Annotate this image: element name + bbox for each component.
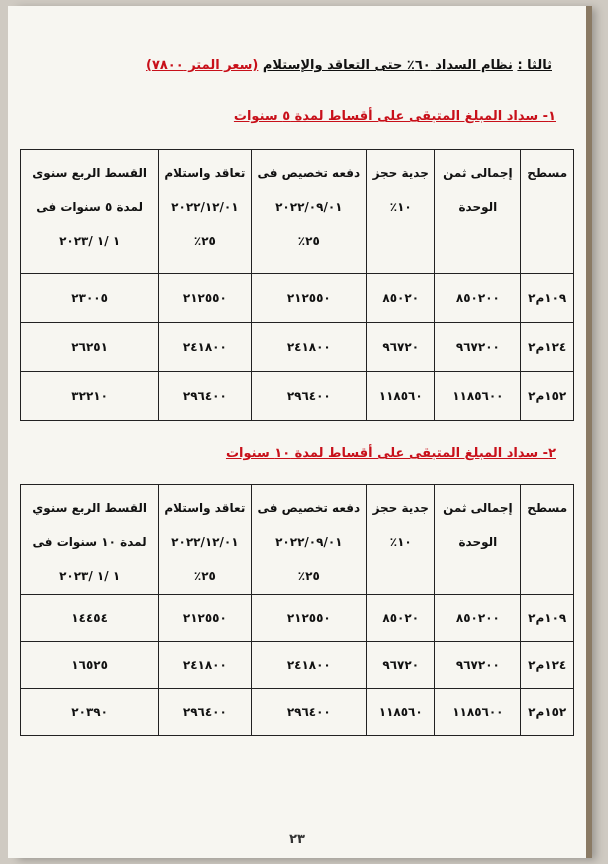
table-cell: ١١٨٥٦٠ — [367, 372, 435, 421]
table-cell: ١٢٤م٢ — [521, 323, 574, 372]
header-cell: القسط الربع سنوى لمدة ٥ سنوات فى ١ /١ /٢٠٢٣ — [21, 150, 159, 274]
table-cell: ٩٦٧٢٠٠ — [435, 642, 521, 689]
table-cell: ٢١٢٥٥٠ — [159, 274, 251, 323]
table-cell: ٢٩٦٤٠٠ — [159, 372, 251, 421]
table-cell: ١١٨٥٦٠ — [367, 689, 435, 736]
table-row — [21, 689, 574, 736]
header-cell: دفعه تخصيص فى ٢٠٢٢/٠٩/٠١ ٢٥٪ — [251, 150, 367, 274]
table-cell: ٩٦٧٢٠٠ — [435, 323, 521, 372]
table-cell: ١٥٢م٢ — [521, 372, 574, 421]
page-number: ٢٣ — [289, 832, 305, 847]
table-cell: ٢١٢٥٥٠ — [159, 595, 251, 642]
table-row — [21, 274, 574, 323]
installments-table-5-years — [20, 149, 574, 421]
header-cell: جدية حجز ١٠٪ — [367, 485, 435, 595]
heading-main: نظام السداد ٦٠٪ حتى التعاقد والإستلام — [262, 58, 513, 73]
header-cell: القسط الربع سنوي لمدة ١٠ سنوات فى ١ /١ /٢٠٢٣ — [21, 485, 159, 595]
table-cell: ١٥٢م٢ — [521, 689, 574, 736]
table-cell: ٢٩٦٤٠٠ — [251, 372, 367, 421]
table-cell: ٢٩٦٤٠٠ — [251, 689, 367, 736]
table-cell: ٢٤١٨٠٠ — [159, 642, 251, 689]
table-row — [21, 642, 574, 689]
table-cell: ١٠٩م٢ — [521, 274, 574, 323]
table-cell: ١٤٤٥٤ — [21, 595, 159, 642]
installments-table-10-years — [20, 484, 574, 736]
table-cell: ١١٨٥٦٠٠ — [435, 372, 521, 421]
heading-prefix: ثالثا : — [517, 58, 552, 73]
table-cell: ٢٠٣٩٠ — [21, 689, 159, 736]
table-cell: ٢٣٠٠٥ — [21, 274, 159, 323]
table-cell: ١١٨٥٦٠٠ — [435, 689, 521, 736]
section2-title: ٢- سداد المبلغ المتبقى على أقساط لمدة ١٠ سنوات — [225, 446, 556, 461]
table-cell: ٨٥٠٢٠٠ — [435, 595, 521, 642]
table-cell: ٨٥٠٢٠ — [367, 274, 435, 323]
header-cell: إجمالى ثمن الوحدة — [435, 485, 521, 595]
table-cell: ١٠٩م٢ — [521, 595, 574, 642]
table-cell: ١٢٤م٢ — [521, 642, 574, 689]
table-cell: ٩٦٧٢٠ — [367, 642, 435, 689]
table-cell: ٣٢٢١٠ — [21, 372, 159, 421]
header-cell: تعاقد واستلام ٢٠٢٢/١٢/٠١ ٢٥٪ — [159, 150, 251, 274]
table-cell: ١٦٥٢٥ — [21, 642, 159, 689]
heading-price: (سعر المتر ٧٨٠٠) — [145, 58, 259, 73]
table-cell: ٢٤١٨٠٠ — [251, 323, 367, 372]
header-cell: تعاقد واستلام ٢٠٢٢/١٢/٠١ ٢٥٪ — [159, 485, 251, 595]
header-cell: إجمالى ثمن الوحدة — [435, 150, 521, 274]
table-row — [21, 323, 574, 372]
table-cell: ٢٤١٨٠٠ — [251, 642, 367, 689]
header-cell: دفعه تخصيص فى ٢٠٢٢/٠٩/٠١ ٢٥٪ — [251, 485, 367, 595]
table-cell: ٨٥٠٢٠٠ — [435, 274, 521, 323]
document-page — [8, 6, 586, 858]
header-cell: جدية حجز ١٠٪ — [367, 150, 435, 274]
table-cell: ٨٥٠٢٠ — [367, 595, 435, 642]
section1-title: ١- سداد المبلغ المتبقى على أقساط لمدة ٥ سنوات — [233, 109, 556, 124]
section-heading — [146, 58, 552, 73]
table-cell: ٢٤١٨٠٠ — [159, 323, 251, 372]
table-row — [21, 595, 574, 642]
table-row — [21, 372, 574, 421]
table-cell: ٢١٢٥٥٠ — [251, 274, 367, 323]
header-cell: مسطح — [521, 150, 574, 274]
header-cell: مسطح — [521, 485, 574, 595]
table-cell: ٢٩٦٤٠٠ — [159, 689, 251, 736]
table-cell: ٩٦٧٢٠ — [367, 323, 435, 372]
table-cell: ٢١٢٥٥٠ — [251, 595, 367, 642]
table-cell: ٢٦٢٥١ — [21, 323, 159, 372]
